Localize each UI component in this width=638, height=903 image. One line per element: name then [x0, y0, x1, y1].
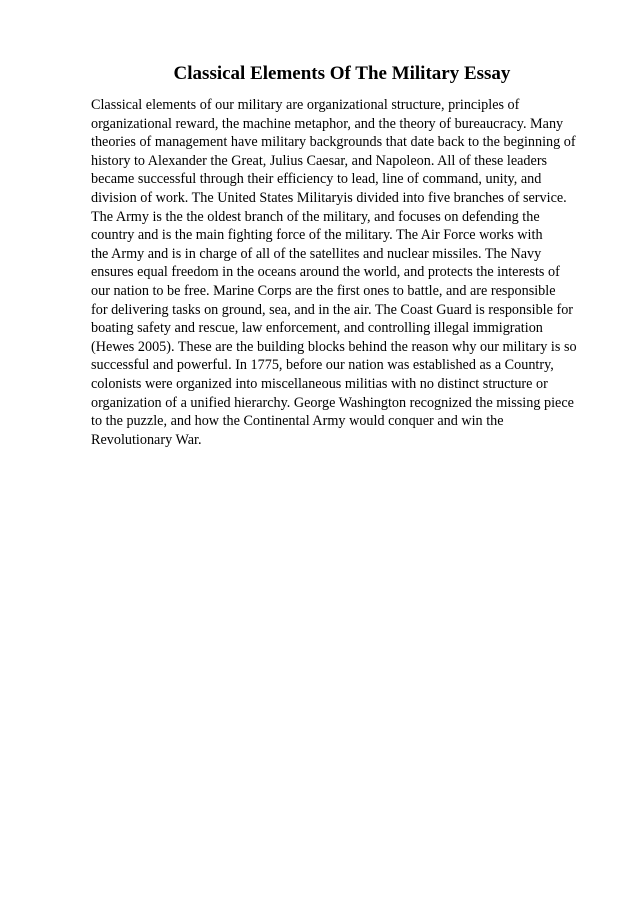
essay-body [91, 96, 601, 449]
essay-line: division of work. The United States Militaryis divided into five branches of service. [91, 189, 567, 206]
essay-line: organizational reward, the machine metaphor, and the theory of bureaucracy. Many [91, 115, 564, 132]
essay-line: Revolutionary War. [91, 431, 202, 448]
essay-line: (Hewes 2005). These are the building blocks behind the reason why our military is so [91, 338, 577, 355]
essay-line: the Army and is in charge of all of the satellites and nuclear missiles. The Navy [91, 245, 542, 262]
essay-title: Classical Elements Of The Military Essay [173, 63, 511, 84]
essay-line: for delivering tasks on ground, sea, and in the air. The Coast Guard is responsible for [91, 301, 574, 318]
essay-line: history to Alexander the Great, Julius Caesar, and Napoleon. All of these leaders [91, 152, 548, 169]
essay-line: organization of a unified hierarchy. George Washington recognized the missing piece [91, 394, 574, 411]
essay-line: to the puzzle, and how the Continental Army would conquer and win the [91, 413, 504, 430]
essay-line: ensures equal freedom in the oceans around the world, and protects the interests of [91, 264, 560, 281]
essay-line: Classical elements of our military are organizational structure, principles of [91, 97, 520, 113]
essay-line: became successful through their efficiency to lead, line of command, unity, and [91, 171, 542, 188]
essay-line: colonists were organized into miscellaneous militias with no distinct structure or [91, 375, 548, 392]
essay-line: successful and powerful. In 1775, before our nation was established as a Country, [91, 357, 554, 374]
essay-line: The Army is the the oldest branch of the military, and focuses on defending the [91, 208, 540, 225]
essay-line: boating safety and rescue, law enforcement, and controlling illegal immigration [91, 320, 543, 337]
essay-line: our nation to be free. Marine Corps are the first ones to battle, and are responsible [91, 282, 556, 299]
essay-line: theories of management have military backgrounds that date back to the beginning of [91, 134, 576, 151]
essay-line: country and is the main fighting force of the military. The Air Force works with [91, 227, 543, 244]
